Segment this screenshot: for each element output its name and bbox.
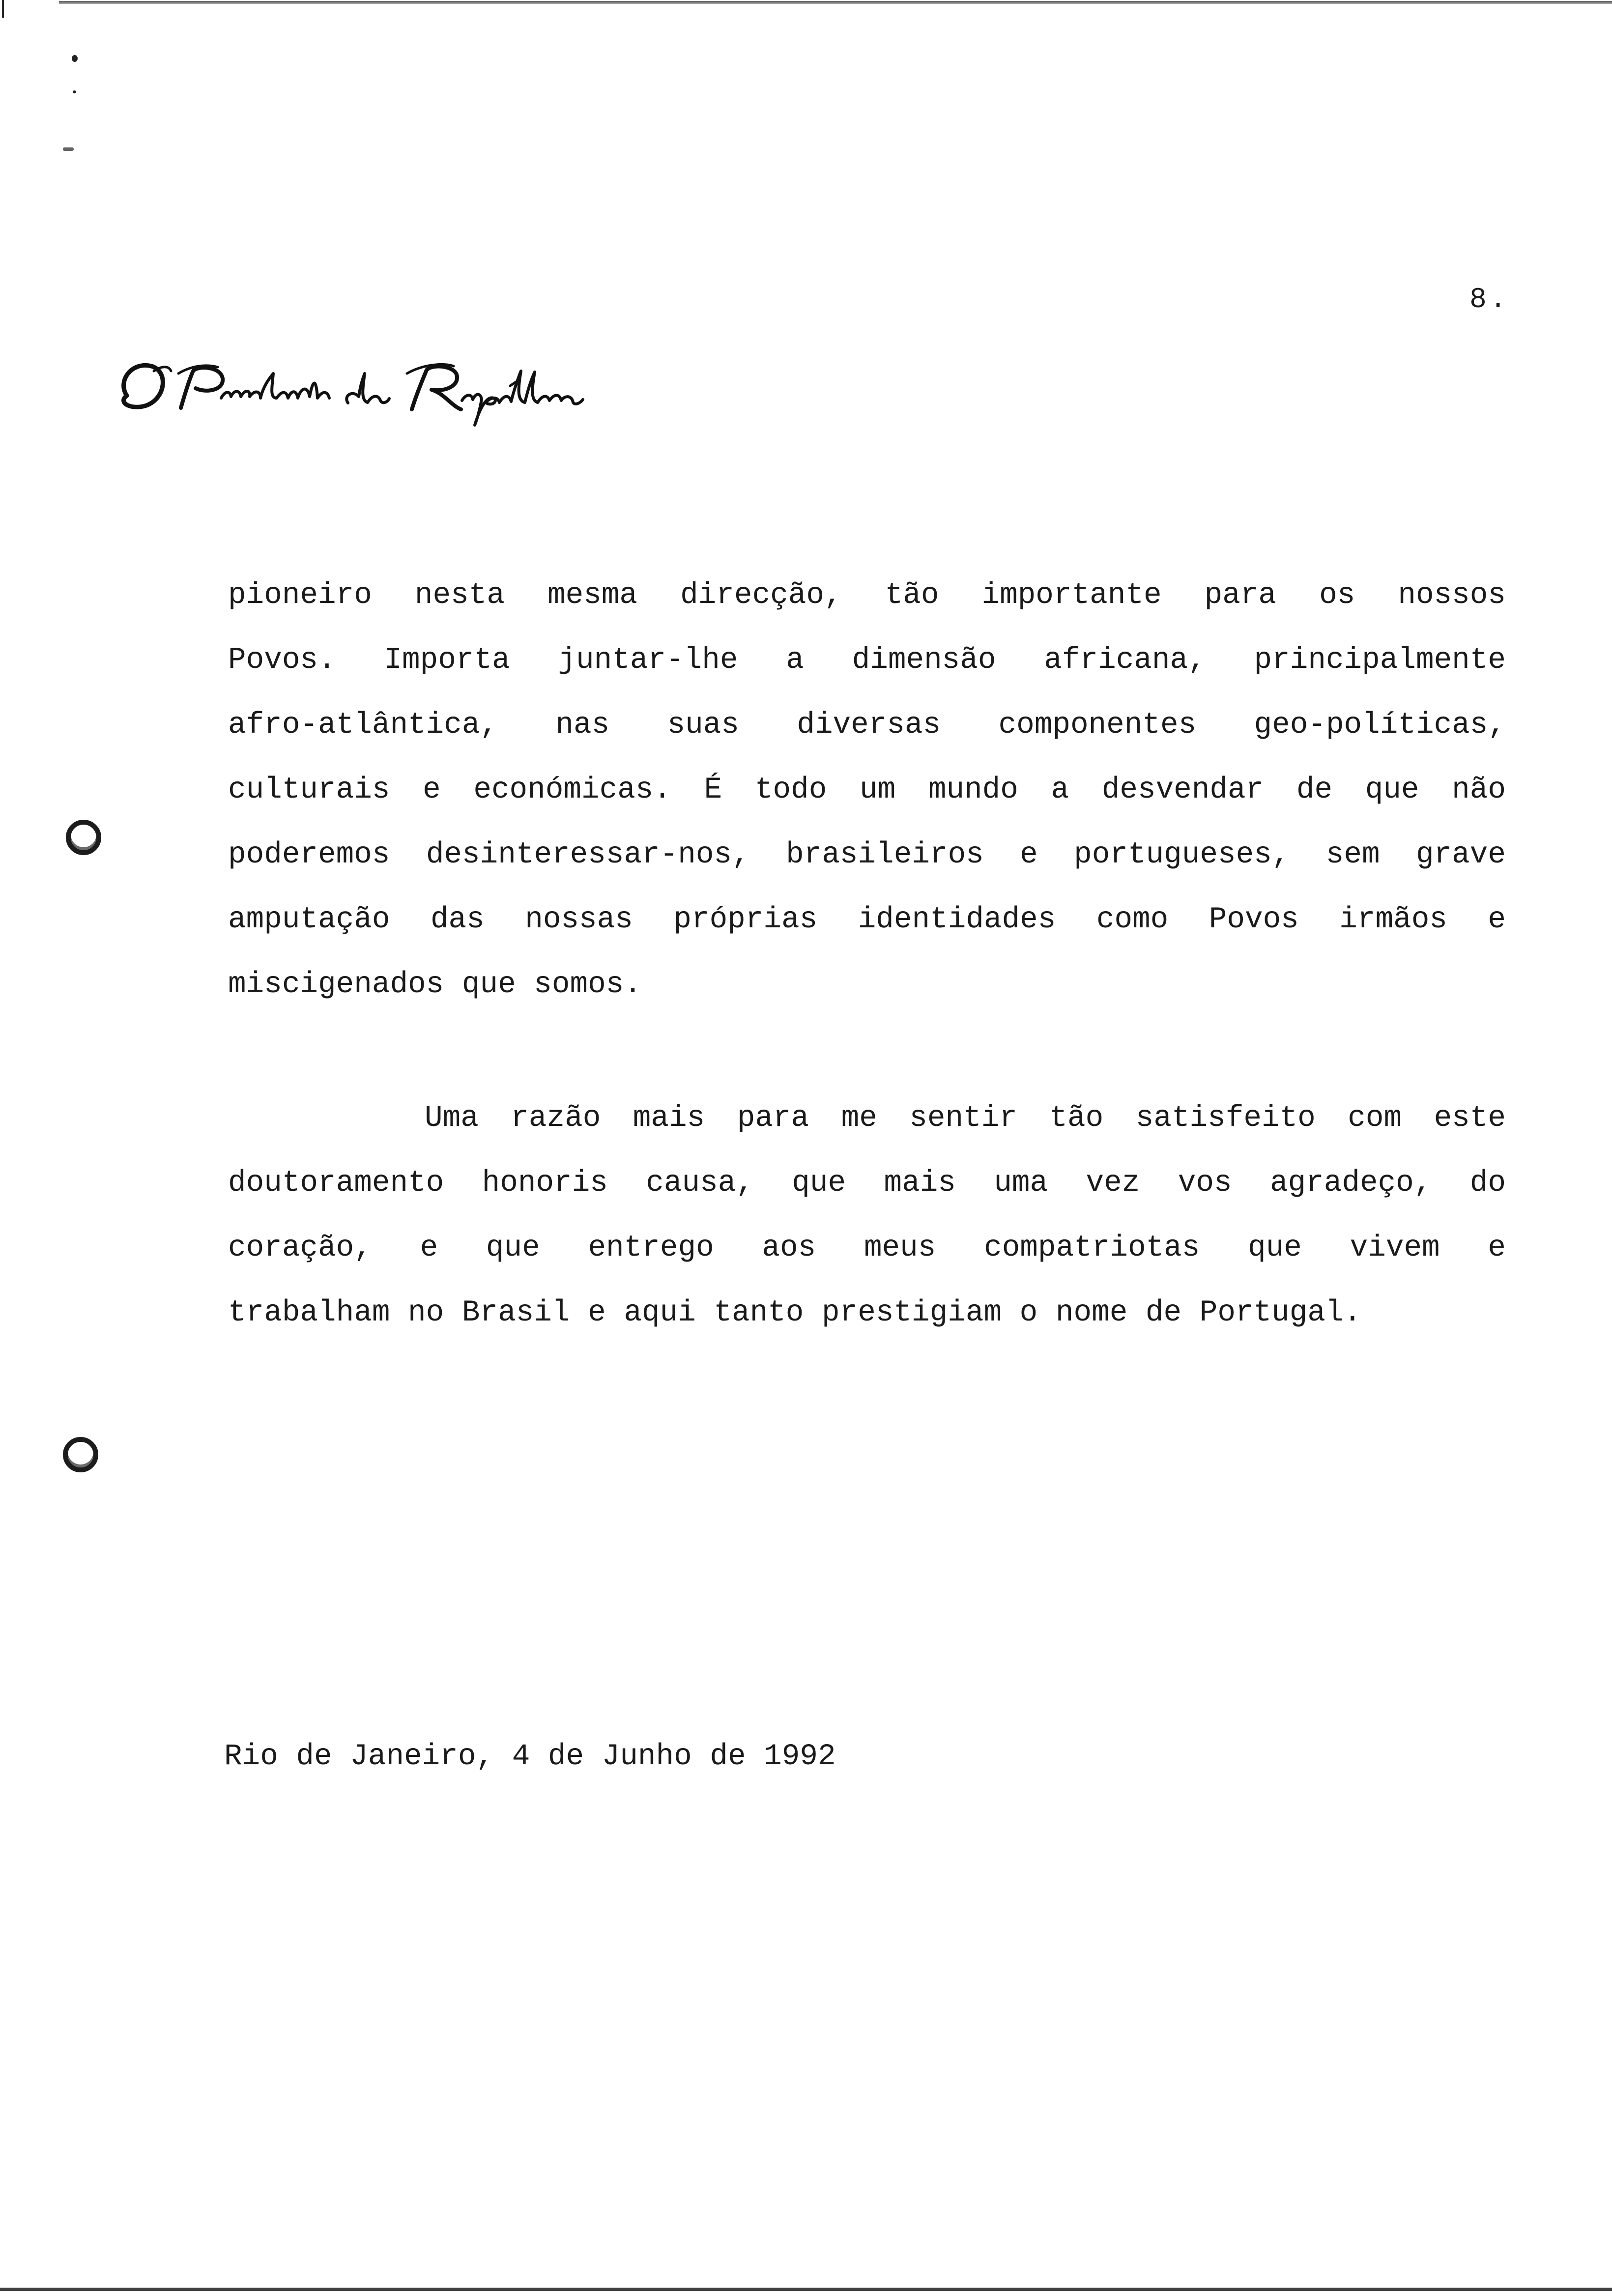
page-number: 8. [1469,284,1510,316]
text-line: Uma razão mais para me sentir tão satisfeito com este [425,1101,1506,1135]
text-line: afro-atlântica, nas suas diversas componentes geo-políticas, [228,708,1506,742]
scan-speck [63,147,74,151]
scan-speck [72,55,78,62]
text-line: miscigenados que somos. [228,968,642,1002]
text-line: coração, e que entrego aos meus compatriotas que vivem e [228,1231,1506,1265]
text-line: trabalham no Brasil e aqui tanto prestigiam o nome de Portugal. [228,1296,1362,1330]
text-line: poderemos desinteressar-nos, brasileiros e portugueses, sem grave [228,838,1506,872]
letterhead-seal [107,351,687,430]
text-line: culturais e económicas. É todo um mundo a desvendar de que não [228,773,1506,807]
binder-hole-upper [66,820,101,855]
body-paragraph-1 [228,563,1506,1017]
text-line: doutoramento honoris causa, que mais uma vez vos agradeço, do [228,1166,1506,1200]
scan-edge-bottom [0,2288,1612,2291]
scan-edge-left [2,0,4,18]
binder-hole-lower [63,1437,98,1472]
text-line: pioneiro nesta mesma direcção, tão importante para os nossos [228,578,1506,612]
scan-speck [73,90,76,93]
place-date: Rio de Janeiro, 4 de Junho de 1992 [224,1740,836,1774]
text-line: amputação das nossas próprias identidades como Povos irmãos e [228,903,1506,937]
scan-edge-top [59,1,1612,4]
text-line: Povos. Importa juntar-lhe a dimensão africana, principalmente [228,643,1506,677]
body-paragraph-2 [228,1086,1506,1346]
